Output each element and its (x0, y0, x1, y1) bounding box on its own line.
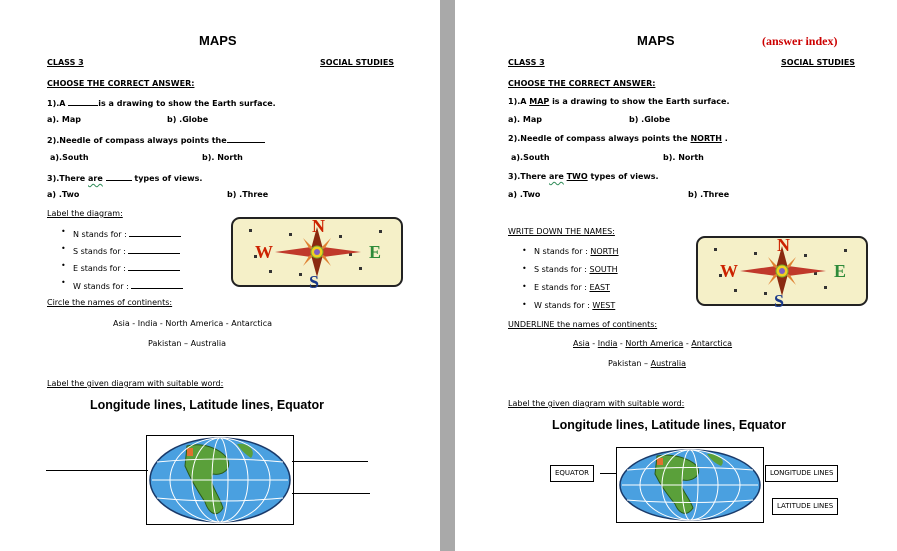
class-label: CLASS 3 (47, 58, 84, 67)
bullet: • (522, 282, 527, 291)
compass-w: W (720, 261, 738, 281)
q1-option-a: a). Map (47, 115, 81, 124)
continents-line-1: Asia - India - North America - Antarctica (573, 339, 733, 348)
q1-option-b: b) .Globe (167, 115, 209, 124)
compass-s: S (309, 272, 320, 289)
q1-option-b: b) .Globe (629, 115, 671, 124)
answer-n: N stands for : NORTH (534, 247, 619, 256)
answer-e: E stands for : EAST (534, 283, 610, 292)
q3-option-a: a) .Two (508, 190, 541, 199)
bullet: • (61, 278, 66, 287)
write-names-heading: WRITE DOWN THE NAMES: (508, 227, 615, 236)
q3-option-a: a) .Two (47, 190, 80, 199)
underline-heading: UNDERLINE the names of continents: (508, 320, 658, 329)
continents-line-2: Pakistan – Australia (148, 339, 226, 348)
compass-image (229, 215, 405, 289)
page-title: MAPS (199, 33, 237, 48)
q1-option-a: a). Map (508, 115, 542, 124)
page-title: MAPS (637, 33, 675, 48)
bullet: • (522, 246, 527, 255)
globe-image (146, 435, 294, 525)
longitude-label-box: LONGITUDE LINES (765, 465, 838, 482)
latitude-label-box: LATITUDE LINES (772, 498, 838, 515)
equator-label-box: EQUATOR (550, 465, 594, 482)
stands-for-s: S stands for : (73, 245, 180, 256)
q3-option-b: b) .Three (227, 190, 269, 199)
answer-w: W stands for : WEST (534, 301, 616, 310)
stands-for-w: W stands for : (73, 280, 183, 291)
compass-e: E (369, 242, 382, 262)
bullet: • (522, 264, 527, 273)
worksheet-blank (0, 0, 440, 551)
stands-for-n: N stands for : (73, 228, 181, 239)
answer-s: S stands for : SOUTH (534, 265, 618, 274)
compass-image (694, 234, 870, 308)
compass-e: E (834, 261, 847, 281)
question-1: 1).A is a drawing to show the Earth surface. (47, 99, 276, 108)
given-diagram-heading: Label the given diagram with suitable word: (47, 379, 224, 388)
question-3: 3).There are TWO types of views. (508, 172, 659, 181)
stands-for-e: E stands for : (73, 262, 180, 273)
subject-label: SOCIAL STUDIES (320, 58, 395, 67)
compass-n: N (312, 216, 325, 236)
equator-pointer-line (600, 473, 616, 474)
page-divider (440, 0, 455, 551)
lines-heading: Longitude lines, Latitude lines, Equator (90, 398, 325, 412)
question-3: 3).There are types of views. (47, 174, 203, 183)
q3-option-b: b) .Three (688, 190, 730, 199)
compass-w: W (255, 242, 273, 262)
given-diagram-heading: Label the given diagram with suitable word: (508, 399, 685, 408)
answer-index-label: (answer index) (762, 34, 838, 48)
label-line-left (46, 470, 148, 471)
question-2: 2).Needle of compass always points the NORTH . (508, 134, 728, 143)
question-2: 2).Needle of compass always points the (47, 134, 265, 145)
compass-s: S (774, 291, 785, 308)
bullet: • (61, 244, 66, 253)
section-heading: CHOOSE THE CORRECT ANSWER: (47, 79, 195, 88)
compass-n: N (777, 235, 790, 255)
q2-option-a: a).South (50, 153, 89, 162)
worksheet-answers (455, 0, 897, 551)
continents-line-1: Asia - India - North America - Antarctica (113, 319, 272, 328)
label-line-right-bottom (292, 493, 370, 494)
bullet: • (61, 227, 66, 236)
q2-option-a: a).South (511, 153, 550, 162)
question-1: 1).A MAP is a drawing to show the Earth surface. (508, 97, 730, 106)
section-heading: CHOOSE THE CORRECT ANSWER: (508, 79, 656, 88)
bullet: • (61, 261, 66, 270)
q2-option-b: b). North (202, 153, 243, 162)
lines-heading: Longitude lines, Latitude lines, Equator (552, 418, 787, 432)
bullet: • (522, 300, 527, 309)
q2-option-b: b). North (663, 153, 704, 162)
continents-line-2: Pakistan – Australia (608, 359, 686, 368)
label-diagram-heading: Label the diagram: (47, 209, 123, 218)
circle-heading: Circle the names of continents: (47, 298, 173, 307)
globe-image (616, 447, 764, 523)
label-line-right-top (292, 461, 368, 462)
subject-label: SOCIAL STUDIES (781, 58, 856, 67)
class-label: CLASS 3 (508, 58, 545, 67)
